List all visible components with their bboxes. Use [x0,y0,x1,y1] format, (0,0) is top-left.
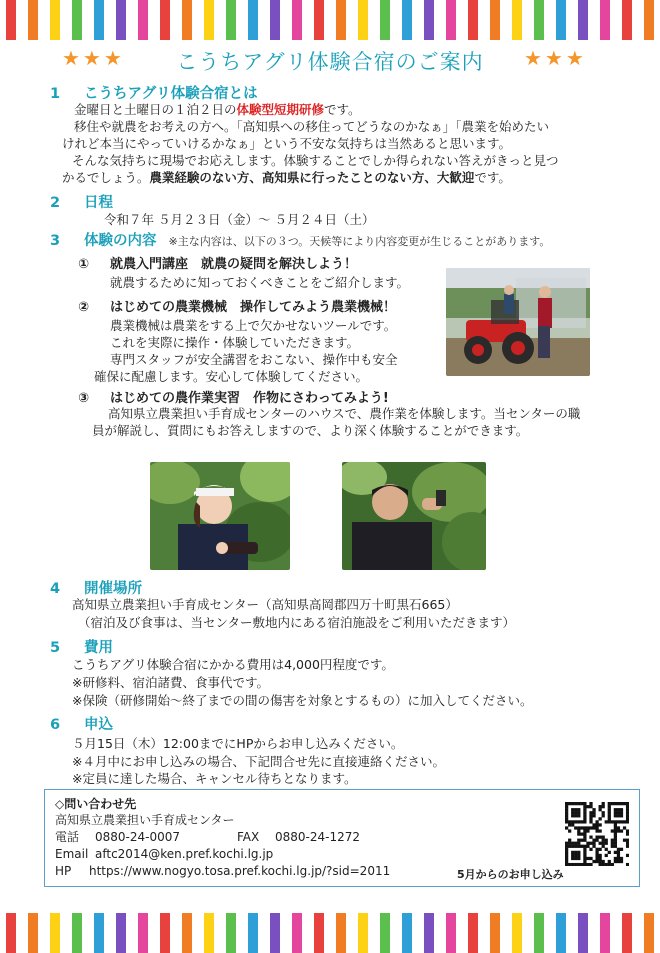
contact-fax: 0880-24-1272 [275,830,361,844]
stripe-segment [600,913,610,953]
stripe-segment [72,0,82,40]
stripe-segment [468,913,478,953]
stripe-segment [138,913,148,953]
contact-hp-link[interactable]: https://www.nogyo.tosa.pref.kochi.lg.jp/?sid=2011 [89,864,391,878]
activity-1-title: ① 就農入門講座 就農の疑問を解決しよう！ [78,257,358,272]
stripe-segment [336,0,346,40]
top-stripe-border [0,0,660,40]
contact-email-link[interactable]: aftc2014@ken.pref.kochi.lg.jp [95,847,274,861]
stripe-segment [512,0,522,40]
contact-tel-label: 電話 [55,830,80,844]
stripe-segment [578,0,588,40]
stripe-segment [556,913,566,953]
stripe-segment [28,913,38,953]
stripe-segment [226,0,236,40]
apply-line-2: ※４月中にお申し込みの場合、下記問合せ先に直接連絡ください。 [72,754,445,769]
photo-woman-harvest [150,462,290,570]
stripe-segment [248,0,258,40]
schedule-date: 令和７年 ５月２３日（金）～ ５月２４日（土） [104,212,375,227]
section-1-line-3: けれど本当にやっていけるかなぁ」という不安な気持ちは当然あると思います。 [62,136,512,151]
stripe-segment [424,0,434,40]
stripe-segment [116,913,126,953]
stripe-segment [402,0,412,40]
stripe-segment [424,913,434,953]
activity-3-line-2: 員が解説し、質問にもお答えしますので、より深く体験することができます。 [92,423,529,438]
stripe-segment [578,913,588,953]
section-3-heading: 3 体験の内容 ※主な内容は、以下の３つ。天候等により内容変更が生じることがあります。 [50,233,551,249]
stripe-segment [6,0,16,40]
cost-line-2: ※研修料、宿泊諸費、食事代です。 [72,675,269,690]
stripe-segment [402,913,412,953]
stripe-segment [314,913,324,953]
contact-fax-label: FAX [237,830,260,844]
stripe-segment [50,0,60,40]
activity-3-line-1: 高知県立農業担い手育成センターのハウスで、農作業を体験します。当センターの職 [108,406,581,421]
stripe-segment [336,913,346,953]
stripe-segment [644,0,654,40]
apply-line-3: ※定員に達した場合、キャンセル待ちとなります。 [72,771,357,786]
stripe-segment [380,913,390,953]
stripe-segment [468,0,478,40]
title-stars-left: ★★★ [62,46,125,70]
stripe-segment [226,913,236,953]
stripe-segment [644,913,654,953]
activity-1-line-1: 就農するために知っておくべきことをご紹介します。 [110,275,410,290]
section-1-line-2: 移住や就農をお考えの方へ。「高知県への移住ってどうなのかなぁ」「農業を始めたい [74,119,550,134]
stripe-segment [182,0,192,40]
stripe-segment [446,0,456,40]
contact-box [44,789,640,887]
photo-man-greenhouse [342,462,486,570]
activity-2-title: ② はじめての農業機械 操作してみよう農業機械！ [78,300,397,315]
qr-caption: 5月からのお申し込み [457,868,564,881]
stripe-segment [94,913,104,953]
section-5-heading: 5 費用 [50,640,113,656]
stripe-segment [6,913,16,953]
cost-line-3: ※保険（研修開始～終了までの間の傷害を対象とするもの）に加入してください。 [72,693,533,708]
stripe-segment [358,913,368,953]
section-1-line-5: かるでしょう。農業経験のない方、高知県に行ったことのない方、大歓迎です。 [62,170,511,185]
activity-2-line-3: 専門スタッフが安全講習をおこない、操作中も安全 [110,352,398,367]
stripe-segment [72,913,82,953]
stripe-segment [94,0,104,40]
title-stars-right: ★★★ [524,46,587,70]
stripe-segment [116,0,126,40]
stripe-segment [622,913,632,953]
stripe-segment [292,0,302,40]
venue-note: （宿泊及び食事は、当センター敷地内にある宿泊施設をご利用いただきます） [78,615,516,630]
stripe-segment [138,0,148,40]
photo-tractor [446,268,590,376]
section-1-line-4: そんな気持ちに現場でお応えします。体験することでしか得られない答えがきっと見つ [72,153,559,168]
stripe-segment [358,0,368,40]
section-3-note: ※主な内容は、以下の３つ。天候等により内容変更が生じることがあります。 [168,235,551,248]
page-title: こうちアグリ体験合宿のご案内 [176,50,484,74]
activity-3-title: ③ はじめての農作業実習 作物にさわってみよう! [78,391,389,406]
activity-2-line-1: 農業機械は農業をする上で欠かせないツールです。 [110,318,397,333]
stripe-segment [160,913,170,953]
stripe-segment [622,0,632,40]
stripe-segment [446,913,456,953]
section-2-heading: 2 日程 [50,195,113,211]
stripe-segment [380,0,390,40]
activity-2-line-2: これを実際に操作・体験していただきます。 [110,335,360,350]
stripe-segment [556,0,566,40]
stripe-segment [270,913,280,953]
stripe-segment [28,0,38,40]
cost-line-1: こうちアグリ体験合宿にかかる費用は4,000円程度です。 [72,657,394,672]
stripe-segment [160,0,170,40]
section-4-heading: 4 開催場所 [50,581,142,597]
stripe-segment [270,0,280,40]
stripe-segment [534,913,544,953]
stripe-segment [248,913,258,953]
venue-address: 高知県立農業担い手育成センター（高知県高岡郡四万十町黒石665） [72,597,458,612]
contact-organization: 高知県立農業担い手育成センター [55,813,235,827]
section-1-line-1: 金曜日と土曜日の１泊２日の体験型短期研修です。 [74,102,361,117]
activity-2-line-4: 確保に配慮します。安心して体験してください。 [94,369,369,384]
apply-line-1: ５月15日（木）12:00までにHPからお申し込みください。 [72,736,404,751]
stripe-segment [204,0,214,40]
stripe-segment [50,913,60,953]
stripe-segment [600,0,610,40]
contact-heading: ◇問い合わせ先 [55,797,137,811]
stripe-segment [490,0,500,40]
qr-code[interactable] [565,802,629,866]
section-6-heading: 6 申込 [50,717,113,733]
stripe-segment [490,913,500,953]
contact-tel[interactable]: 0880-24-0007 [95,830,181,844]
stripe-segment [512,913,522,953]
contact-email-label: Email [55,847,89,861]
stripe-segment [534,0,544,40]
contact-hp-label: HP [55,864,72,878]
stripe-segment [314,0,324,40]
bottom-stripe-border [0,913,660,953]
stripe-segment [182,913,192,953]
section-1-heading: 1 こうちアグリ体験合宿とは [50,86,258,102]
stripe-segment [204,913,214,953]
page-title-row [0,46,660,74]
stripe-segment [292,913,302,953]
